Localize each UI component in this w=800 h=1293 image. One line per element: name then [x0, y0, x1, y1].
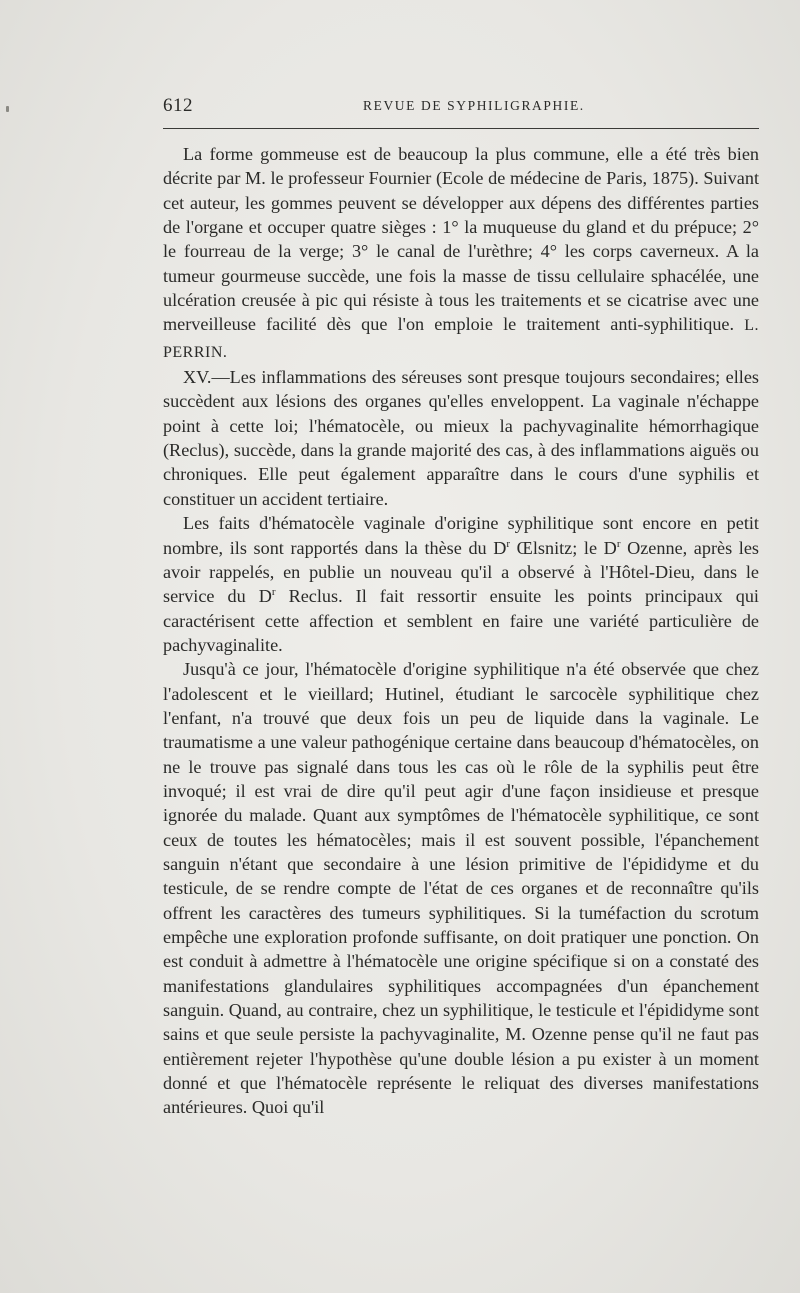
paragraph-text: La forme gommeuse est de beaucoup la plus commune, elle a été très bien décrite par M. le professeur Fournier (Ecole de médecine de Paris, 1875). Suivant cet auteur, les gommes peuvent se développer aux dépens des différentes parties de l'organe et occuper quatre sièges : 1° la muqueuse du gland et du prépuce; 2° le fourreau de la verge; 3° le canal de l'urèthre; 4° les corps caverneux. A la tumeur gourmeuse succède, une fois la masse de tissu cellulaire sphacélée, une ulcération creusée à pic qui résiste à tous les traitements et se cicatrise avec une merveilleuse facilité dès que l'on emploie le traitement anti-syphilitique. [163, 144, 759, 335]
paragraph-text: Reclus. Il fait ressortir ensuite les points principaux qui caractérisent cette affection et semblent en faire une variété particulière de pachyvaginalite. [163, 586, 759, 655]
superscript: r [506, 537, 511, 550]
author-signature: L. PERRIN. [163, 317, 760, 361]
paragraph-section-xv [163, 365, 759, 511]
paragraph-text: Jusqu'à ce jour, l'hématocèle d'origine syphilitique n'a été observée que chez l'adolescent et le vieillard; Hutinel, étudiant le sarcocèle syphilitique chez l'enfant, n'a trouvé que deux fois un peu de liquide dans la vaginale. Le traumatisme a une valeur pathogénique certaine dans beaucoup d'hématocèles, on ne le trouve pas signalé dans tous les cas où le rôle de la syphilis peut être invoqué; il est vrai de dire qu'il peut agir d'une façon insidieuse et presque ignorée du malade. Quant aux symptômes de l'hématocèle syphilitique, ce sont ceux de toutes les hématocèles; mais il est souvent possible, l'épanchement sanguin n'étant que secondaire à une lésion primitive de l'épididyme et du testicule, de se rendre compte de l'état de ces organes et de reconnaître qu'ils offrent les caractères des tumeurs syphilitiques. Si la tuméfaction du scrotum empêche une exploration profonde suffisante, on doit pratiquer une ponction. On est conduit à admettre à l'hématocèle une origine spécifique si on a constaté des manifestations glandulaires syphilitiques accompagnées d'un épanchement sanguin. Quand, au contraire, chez un syphilitique, le testicule et l'épididyme sont sains et que seule persiste la pachyvaginalite, M. Ozenne pense qu'il ne faut pas entièrement rejeter l'hypothèse qu'une double lésion a pu exister à un moment donné et que l'hématocèle représente le reliquat des diverses manifestations antérieures. Quoi qu'il [163, 659, 759, 1118]
running-title: REVUE DE SYPHILIGRAPHIE. [363, 98, 585, 113]
paragraph-text: Les faits d'hématocèle vaginale d'origine syphilitique sont encore en petit nombre, ils sont rapportés dans la thèse du D [163, 513, 759, 558]
paragraph-faits [163, 511, 759, 657]
paragraph-jusqua [163, 657, 759, 1120]
superscript: r [271, 586, 276, 599]
superscript: r [616, 537, 621, 550]
page-header [163, 95, 759, 119]
paragraph-text: XV.—Les inflammations des séreuses sont presque toujours secondaires; elles succèdent aux lésions des organes qu'elles enveloppent. La vaginale n'échappe point à cette loi; l'hématocèle, ou mieux la pachyvaginalite hémorrhagique (Reclus), succède, dans la grande majorité des cas, à des inflammations aiguës ou chroniques. Elle peut également apparaître dans le cours d'une syphilis et constituer un accident tertiaire. [163, 367, 759, 509]
body-text [163, 142, 759, 1120]
paragraph-gommeuse [163, 142, 759, 365]
paragraph-text: Ozenne, après les avoir rappelés, en publie un nouveau qu'il a observé à l'Hôtel-Dieu, dans le service du D [163, 537, 760, 607]
page-number: 612 [163, 95, 193, 116]
margin-mark [6, 106, 9, 112]
paragraph-text: Œlsnitz; le D [510, 537, 617, 558]
header-rule [163, 128, 759, 129]
